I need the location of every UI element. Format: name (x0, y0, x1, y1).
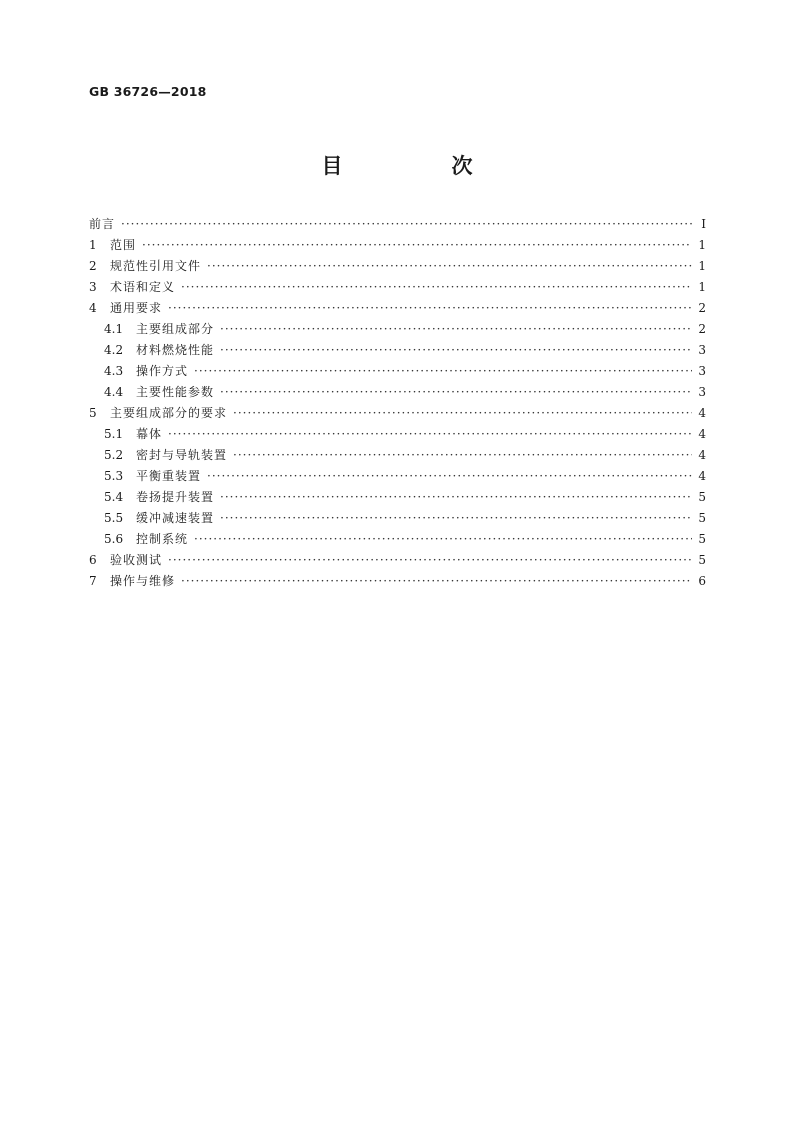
toc-entry[interactable] (89, 446, 706, 467)
toc-entry-page: 5 (698, 490, 706, 504)
toc-entry-number: 5.4 (104, 490, 124, 504)
toc-leader-dots (207, 259, 692, 273)
toc-entry-label: 材料燃烧性能 (136, 343, 215, 357)
toc-entry-number: 6 (89, 553, 97, 567)
toc-entry[interactable] (89, 425, 706, 446)
toc-entry-page: 1 (698, 259, 706, 273)
toc-entry-number: 4 (89, 301, 97, 315)
toc-leader-dots (168, 301, 692, 315)
toc-entry[interactable] (89, 509, 706, 530)
standard-code: GB 36726—2018 (89, 84, 207, 99)
toc-leader-dots (220, 322, 692, 336)
toc-entry[interactable] (89, 404, 706, 425)
toc-entry-label: 规范性引用文件 (110, 259, 202, 273)
toc-entry[interactable] (89, 362, 706, 383)
toc-entry-label: 操作方式 (136, 364, 189, 378)
toc-entry-label: 平衡重装置 (136, 469, 202, 483)
toc-leader-dots (181, 280, 692, 294)
toc-entry-number: 7 (89, 574, 97, 588)
toc-entry[interactable] (89, 572, 706, 593)
toc-entry-page: 3 (698, 364, 706, 378)
toc-leader-dots (220, 343, 692, 357)
toc-entry-page: 2 (698, 301, 706, 315)
toc-entry-page: 3 (698, 385, 706, 399)
toc-entry[interactable] (89, 257, 706, 278)
toc-entry-page: 5 (698, 532, 706, 546)
toc-entry[interactable] (89, 488, 706, 509)
toc-entry-label: 验收测试 (110, 553, 163, 567)
toc-entry-number: 5.6 (104, 532, 124, 546)
toc-leader-dots (121, 217, 694, 231)
toc-entry-number: 5.5 (104, 511, 124, 525)
toc-entry[interactable] (89, 467, 706, 488)
toc-entry[interactable] (89, 320, 706, 341)
page-title: 目 次 (321, 154, 517, 178)
toc-entry-label: 主要组成部分 (136, 322, 215, 336)
toc-entry-page: Ⅰ (701, 217, 706, 231)
toc-leader-dots (220, 511, 692, 525)
toc-entry-page: 6 (698, 574, 706, 588)
toc-entry[interactable] (89, 551, 706, 572)
toc-entry-page: 4 (698, 469, 706, 483)
toc-leader-dots (233, 448, 692, 462)
toc-entry[interactable] (89, 215, 706, 236)
toc-entry-page: 2 (698, 322, 706, 336)
toc-entry[interactable] (89, 341, 706, 362)
toc-entry-number: 5.3 (104, 469, 124, 483)
toc-entry-label: 范围 (110, 238, 137, 252)
toc-leader-dots (233, 406, 692, 420)
toc-entry-number: 4.4 (104, 385, 124, 399)
toc-entry-page: 5 (698, 511, 706, 525)
toc-entry-label: 缓冲减速装置 (136, 511, 215, 525)
toc-entry-label: 幕体 (136, 427, 163, 441)
toc-entry-number: 1 (89, 238, 97, 252)
toc-entry-label: 术语和定义 (110, 280, 176, 294)
toc-entry-number: 5.1 (104, 427, 124, 441)
toc-entry-page: 4 (698, 406, 706, 420)
toc-entry-label: 密封与导轨装置 (136, 448, 228, 462)
toc-entry-page: 4 (698, 427, 706, 441)
toc-entry-page: 3 (698, 343, 706, 357)
toc-entry-number: 3 (89, 280, 97, 294)
toc-entry-label: 通用要求 (110, 301, 163, 315)
table-of-contents (89, 215, 706, 593)
toc-entry[interactable] (89, 236, 706, 257)
toc-leader-dots (142, 238, 692, 252)
toc-leader-dots (168, 427, 692, 441)
toc-entry-label: 操作与维修 (110, 574, 176, 588)
toc-entry[interactable] (89, 278, 706, 299)
toc-entry-page: 5 (698, 553, 706, 567)
toc-leader-dots (194, 532, 692, 546)
toc-entry-page: 1 (698, 238, 706, 252)
toc-entry-label: 主要性能参数 (136, 385, 215, 399)
toc-entry-label: 主要组成部分的要求 (110, 406, 228, 420)
toc-leader-dots (181, 574, 692, 588)
toc-entry-page: 1 (698, 280, 706, 294)
toc-entry-number: 4.1 (104, 322, 124, 336)
toc-entry-number: 5.2 (104, 448, 124, 462)
toc-entry-label: 控制系统 (136, 532, 189, 546)
toc-entry-number: 5 (89, 406, 97, 420)
toc-entry-number: 4.3 (104, 364, 124, 378)
toc-entry[interactable] (89, 530, 706, 551)
toc-leader-dots (220, 490, 692, 504)
toc-entry[interactable] (89, 383, 706, 404)
toc-entry-page: 4 (698, 448, 706, 462)
toc-leader-dots (207, 469, 692, 483)
toc-entry-label: 前言 (89, 217, 116, 231)
toc-leader-dots (220, 385, 692, 399)
toc-entry-label: 卷扬提升装置 (136, 490, 215, 504)
toc-entry-number: 2 (89, 259, 97, 273)
toc-leader-dots (194, 364, 692, 378)
toc-leader-dots (168, 553, 692, 567)
toc-entry[interactable] (89, 299, 706, 320)
toc-entry-number: 4.2 (104, 343, 124, 357)
